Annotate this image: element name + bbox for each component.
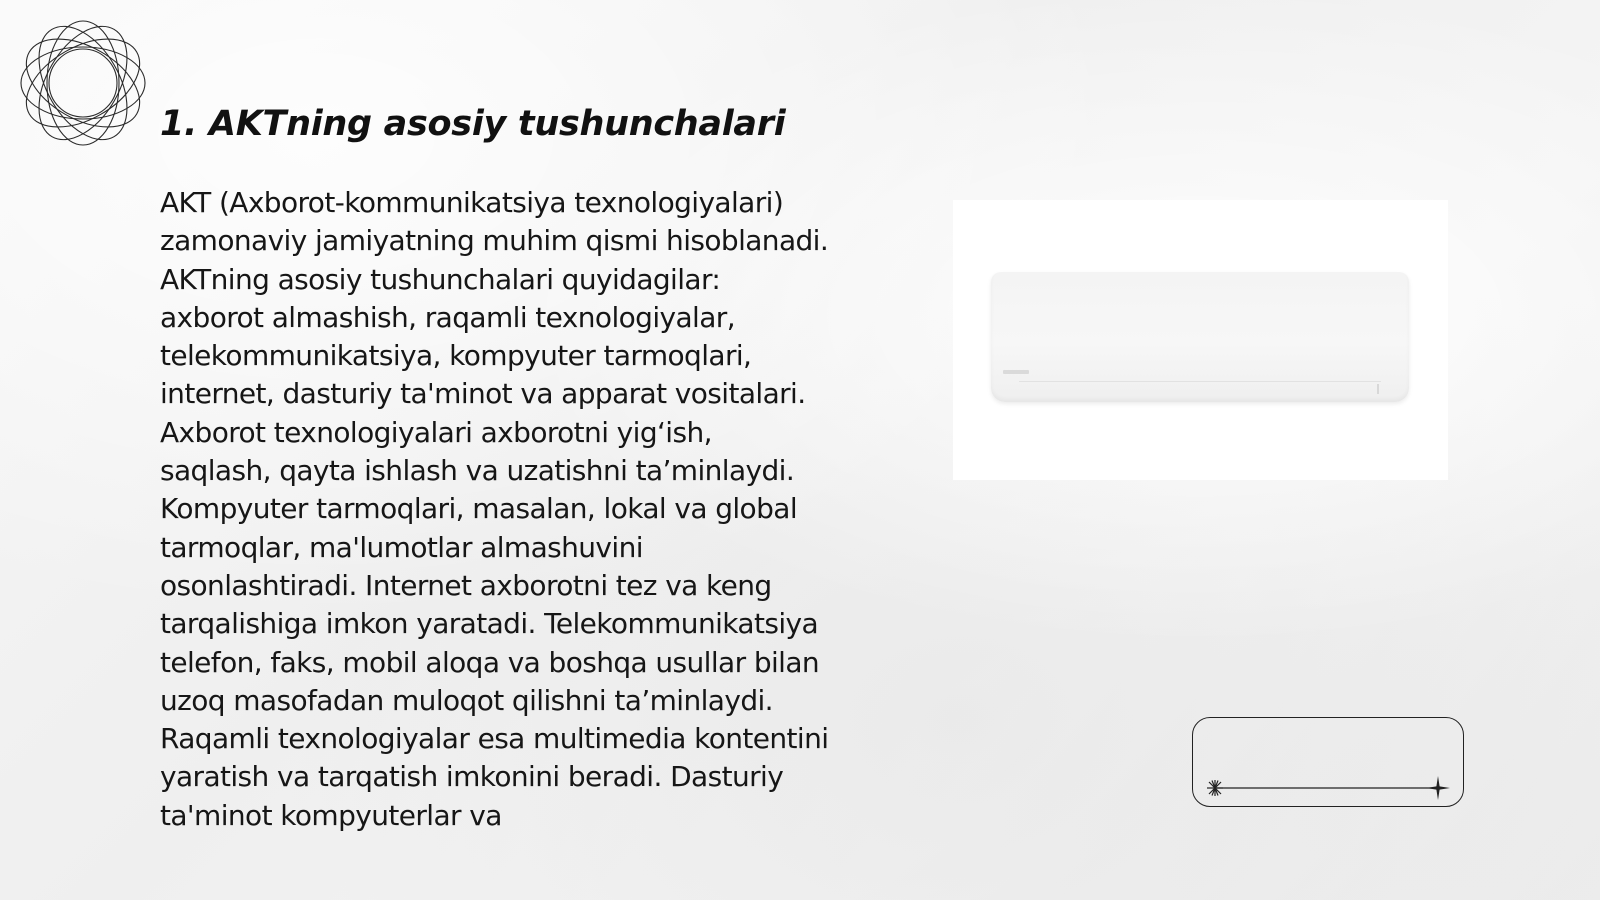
circular-line-ornament-icon — [8, 8, 158, 158]
ac-vent — [1019, 381, 1381, 396]
air-conditioner-icon — [991, 272, 1409, 402]
four-point-star-icon — [1426, 776, 1450, 800]
air-conditioner-image — [953, 200, 1448, 480]
sparkle-icon — [1207, 780, 1223, 796]
timeline-line — [1193, 718, 1465, 808]
ac-indicator — [1377, 384, 1379, 394]
slide-body-text: AKT (Axborot-kommunikatsiya texnologiyalari) zamonaviy jamiyatning muhim qismi hisoblanadi. AKTning asosiy tushunchalari quyidagilar: axborot almashish, raqamli texnologiyalar, telekommunikatsiya, kompyuter tarmoqlari, internet, dasturiy ta'minot va apparat vositalari. Axborot texnologiyalari axborotni yig‘ish, saqlash, qayta ishlash va uzatishni ta’minlaydi. Kompyuter tarmoqlari, masalan, lokal va global tarmoqlar, ma'lumotlar almashuvini osonlashtiradi. Internet axborotni tez va keng tarqalishiga imkon yaratadi. Telekommunikatsiya telefon, faks, mobil aloqa va boshqa usullar bilan uzoq masofadan muloqot qilishni ta’minlaydi. Raqamli texnologiyalar esa multimedia kontentini yaratish va tarqatish imkonini beradi. Dasturiy ta'minot kompyuterlar va — [160, 186, 829, 832]
decorative-timeline-box — [1192, 717, 1464, 807]
slide-title: 1. AKTning asosiy tushunchalari — [160, 104, 786, 144]
ac-brand-mark — [1003, 370, 1029, 374]
